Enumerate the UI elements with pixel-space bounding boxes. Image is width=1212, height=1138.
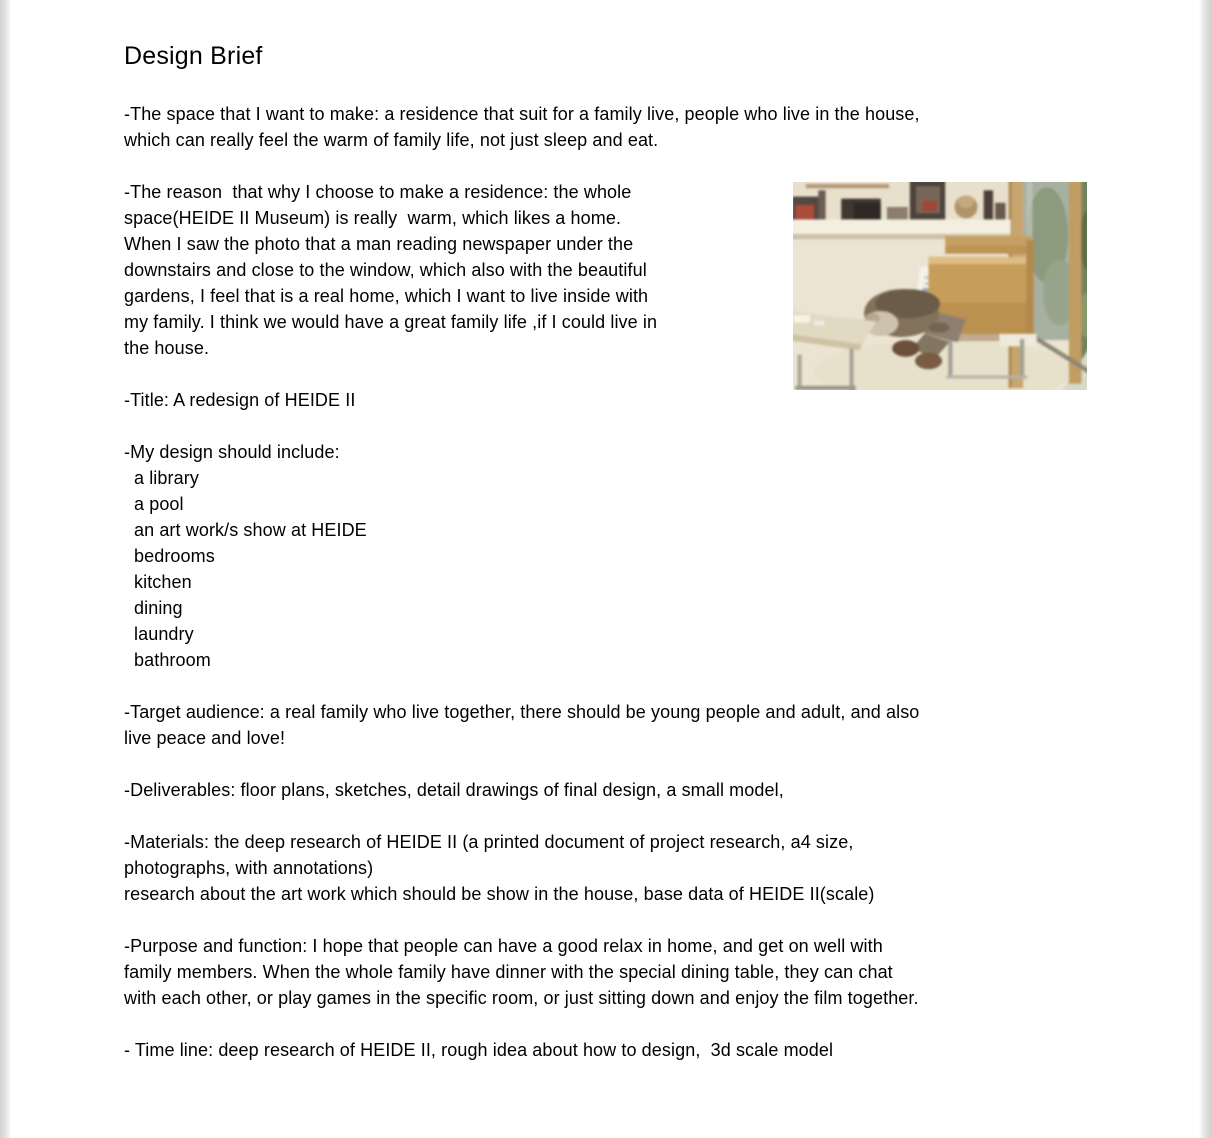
text-line: which can really feel the warm of family life, not just sleep and eat. [124,130,659,150]
list-item: kitchen [134,572,192,592]
list-item: laundry [134,624,194,644]
text-line: live peace and love! [124,728,286,748]
text-line: -The reason that why I choose to make a residence: the whole [124,182,632,202]
paragraph-space [124,101,1104,153]
page-edge-shadow-right [1199,0,1212,1138]
paragraph-target-audience [124,699,1104,751]
text-line: research about the art work which should be show in the house, base data of HEIDE II(scale) [124,884,875,904]
paragraph-timeline [124,1037,1104,1063]
text-line: downstairs and close to the window, which also with the beautiful [124,260,647,280]
paragraph-deliverables [124,777,1104,803]
text-line: -Deliverables: floor plans, sketches, detail drawings of final design, a small model, [124,780,784,800]
paragraph-include-list [124,439,1104,673]
paragraph-title-line [124,387,1104,413]
text-line: -Target audience: a real family who live together, there should be young people and adult, and also [124,702,920,722]
text-line: -Purpose and function: I hope that people can have a good relax in home, and get on well with [124,936,883,956]
text-line: gardens, I feel that is a real home, which I want to live inside with [124,286,649,306]
list-item: bedrooms [134,546,215,566]
text-line: -Materials: the deep research of HEIDE II (a printed document of project research, a4 size, [124,832,854,852]
text-line: -My design should include: [124,442,340,462]
text-line: with each other, or play games in the specific room, or just sitting down and enjoy the film together. [124,988,919,1008]
text-line: my family. I think we would have a great family life ,if I could live in [124,312,658,332]
list-item: bathroom [134,650,211,670]
text-line: -Title: A redesign of HEIDE II [124,390,356,410]
text-line: photographs, with annotations) [124,858,374,878]
text-line: space(HEIDE II Museum) is really warm, which likes a home. [124,208,622,228]
text-line: the house. [124,338,210,358]
text-line: - Time line: deep research of HEIDE II, rough idea about how to design, 3d scale model [124,1040,834,1060]
list-item: dining [134,598,183,618]
paragraph-purpose [124,933,1104,1011]
text-line: When I saw the photo that a man reading newspaper under the [124,234,634,254]
photo-illustration [793,182,1087,390]
page-title: Design Brief [124,42,263,70]
text-line: -The space that I want to make: a residence that suit for a family live, people who live in the house, [124,104,920,124]
photo-daybed-back [945,236,1031,254]
list-item: an art work/s show at HEIDE [134,520,367,540]
text-line: family members. When the whole family have dinner with the special dining table, they can chat [124,962,893,982]
list-item: a pool [134,494,184,514]
list-item: a library [134,468,199,488]
paragraph-materials [124,829,1104,907]
inline-photo-heide-interior [793,182,1087,390]
page-edge-shadow-left [0,0,11,1138]
